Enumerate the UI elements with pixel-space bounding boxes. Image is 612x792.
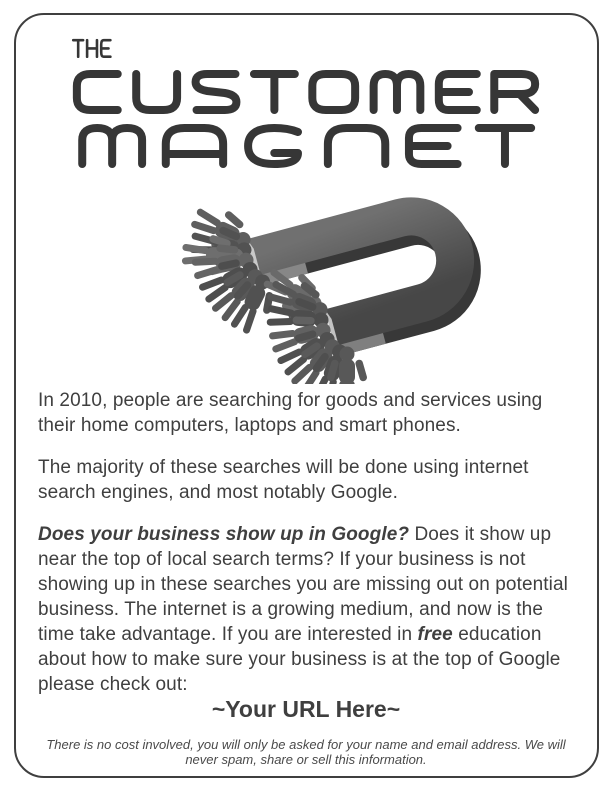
page-title-line2 [0,119,612,178]
magnet-pole-bottom [330,316,374,328]
magnet-illustration [140,176,485,384]
title-text-magnet [71,119,542,173]
fine-print-disclaimer: There is no cost involved, you will only be asked for your name and email address. We will never spam, share or sell this information. [46,737,566,767]
paragraph-2: The majority of these searches will be done using internet search engines, and most notably Google. [38,457,529,503]
title-text-customer [67,65,546,119]
paragraph-3: Does your business show up in Google? Does it show up near the top of local search terms? If your business is not showing up in these searches you are missing out on potential business. The internet is a growing medium, and now is the time take advantage. If you are interested in free education about how to make sure your business is at the top of Google please check out: [38,524,568,695]
title-kicker [70,36,114,66]
paragraph-1: In 2010, people are searching for goods and services using their home computers, laptops and smart phones. [38,390,543,436]
your-url-placeholder: ~Your URL Here~ [211,696,401,722]
kicker-text-the [70,36,114,61]
body-copy [38,388,575,697]
horseshoe-magnet-graphic [140,176,485,384]
page-title-line1 [0,65,612,124]
magnet-pole-top [252,246,296,258]
